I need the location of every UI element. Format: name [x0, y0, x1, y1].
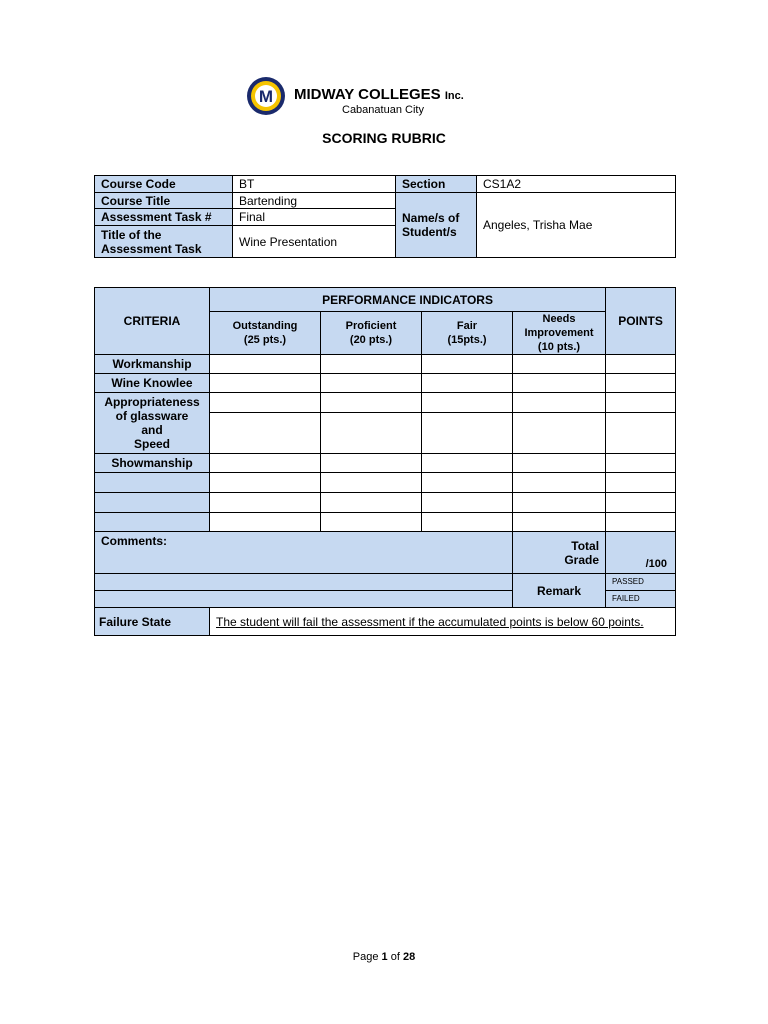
college-logo [246, 76, 286, 116]
total-grade-label [513, 532, 606, 574]
level-points: (25 pts.) [243, 334, 287, 346]
logo-letter: M [258, 87, 274, 106]
total-grade-value: /100 [606, 532, 676, 574]
table-row [95, 454, 676, 473]
rubric-table [94, 287, 676, 636]
score-cell [321, 493, 422, 513]
score-cell [422, 473, 513, 493]
course-code-value: BT [233, 176, 396, 193]
failure-state-text: The student will fail the assessment if the accumulated points is below 60 points. [210, 608, 676, 636]
level-name: Needs [542, 313, 576, 325]
student-names-label-line1: Name/s of [402, 211, 460, 225]
course-code-label: Course Code [95, 176, 233, 193]
criterion-empty [95, 493, 210, 513]
score-cell [321, 473, 422, 493]
score-cell [513, 454, 606, 473]
course-title-value: Bartending [233, 193, 396, 209]
level-name: Fair [456, 320, 478, 332]
criterion-showmanship: Showmanship [95, 454, 210, 473]
college-name-text: MIDWAY COLLEGES [294, 86, 441, 103]
page-footer [0, 951, 768, 963]
remark-passed: PASSED [606, 574, 676, 591]
course-info-table [94, 175, 676, 258]
score-cell [422, 355, 513, 374]
comments-section-cont [95, 591, 513, 608]
score-cell [321, 393, 422, 413]
score-cell [210, 355, 321, 374]
score-cell [513, 493, 606, 513]
criteria-header: CRITERIA [95, 288, 210, 355]
score-cell [321, 413, 422, 454]
table-row [95, 355, 676, 374]
score-cell [321, 513, 422, 532]
points-cell [606, 413, 676, 454]
task-title-label-line2: Assessment Task [101, 241, 202, 256]
score-cell [513, 413, 606, 454]
level-points: (15pts.) [447, 334, 487, 346]
remark-label: Remark [513, 574, 606, 608]
criterion-appropriateness [95, 393, 210, 454]
assessment-task-value: Final [233, 209, 396, 226]
student-names-label [396, 193, 477, 258]
score-cell [210, 393, 321, 413]
page-current: 1 [381, 951, 388, 963]
score-cell [210, 513, 321, 532]
points-cell [606, 355, 676, 374]
score-cell [513, 374, 606, 393]
college-city: Cabanatuan City [342, 104, 424, 116]
level-fair [422, 312, 513, 355]
criterion-workmanship: Workmanship [95, 355, 210, 374]
score-cell [210, 454, 321, 473]
table-row [95, 473, 676, 493]
student-names-label-line2: Student/s [402, 225, 457, 239]
points-cell [606, 454, 676, 473]
score-cell [513, 513, 606, 532]
score-cell [422, 374, 513, 393]
level-name: Outstanding [232, 320, 298, 332]
page-word: Page [352, 951, 379, 963]
table-row [95, 374, 676, 393]
of-word: of [390, 951, 400, 963]
score-cell [513, 393, 606, 413]
task-title-label [95, 226, 233, 258]
level-points: (10 pts.) [537, 341, 581, 353]
section-value: CS1A2 [477, 176, 676, 193]
criterion-wine-knowledge: Wine Knowlee [95, 374, 210, 393]
criterion-empty [95, 473, 210, 493]
college-suffix: Inc. [444, 90, 464, 102]
points-cell [606, 393, 676, 413]
level-needs-improvement [513, 312, 606, 355]
criterion-empty [95, 513, 210, 532]
score-cell [321, 374, 422, 393]
total-grade-label-line2: Grade [564, 552, 600, 567]
points-header: POINTS [606, 288, 676, 355]
score-cell [210, 374, 321, 393]
score-cell [210, 493, 321, 513]
score-cell [321, 355, 422, 374]
task-title-value: Wine Presentation [233, 226, 396, 258]
score-cell [422, 393, 513, 413]
criterion-line: Speed [133, 437, 170, 451]
points-cell [606, 513, 676, 532]
college-name [294, 86, 464, 103]
criterion-line: and [141, 423, 163, 437]
section-label: Section [396, 176, 477, 193]
score-cell [422, 513, 513, 532]
level-outstanding [210, 312, 321, 355]
failure-state-label: Failure State [95, 608, 210, 636]
level-proficient [321, 312, 422, 355]
remark-failed: FAILED [606, 591, 676, 608]
assessment-task-label: Assessment Task # [95, 209, 233, 226]
score-cell [210, 413, 321, 454]
criterion-line: Appropriateness [104, 395, 200, 409]
table-row [95, 393, 676, 413]
level-name-cont: Improvement [524, 327, 594, 339]
points-cell [606, 473, 676, 493]
course-title-label: Course Title [95, 193, 233, 209]
level-name: Proficient [345, 320, 397, 332]
comments-section-cont [95, 574, 513, 591]
table-row [95, 513, 676, 532]
comments-section: Comments: [95, 532, 513, 574]
total-grade-label-line1: Total [571, 538, 600, 553]
points-cell [606, 374, 676, 393]
points-cell [606, 493, 676, 513]
level-points: (20 pts.) [349, 334, 393, 346]
score-cell [513, 473, 606, 493]
score-cell [513, 355, 606, 374]
student-names-value: Angeles, Trisha Mae [477, 193, 676, 258]
score-cell [321, 454, 422, 473]
page-title: SCORING RUBRIC [322, 130, 446, 146]
score-cell [422, 413, 513, 454]
task-title-label-line1: Title of the [101, 227, 162, 242]
table-row [95, 493, 676, 513]
score-cell [422, 454, 513, 473]
performance-indicators-header: PERFORMANCE INDICATORS [210, 288, 606, 312]
score-cell [210, 473, 321, 493]
score-cell [422, 493, 513, 513]
page-total: 28 [402, 951, 416, 963]
criterion-line: of glassware [115, 409, 189, 423]
